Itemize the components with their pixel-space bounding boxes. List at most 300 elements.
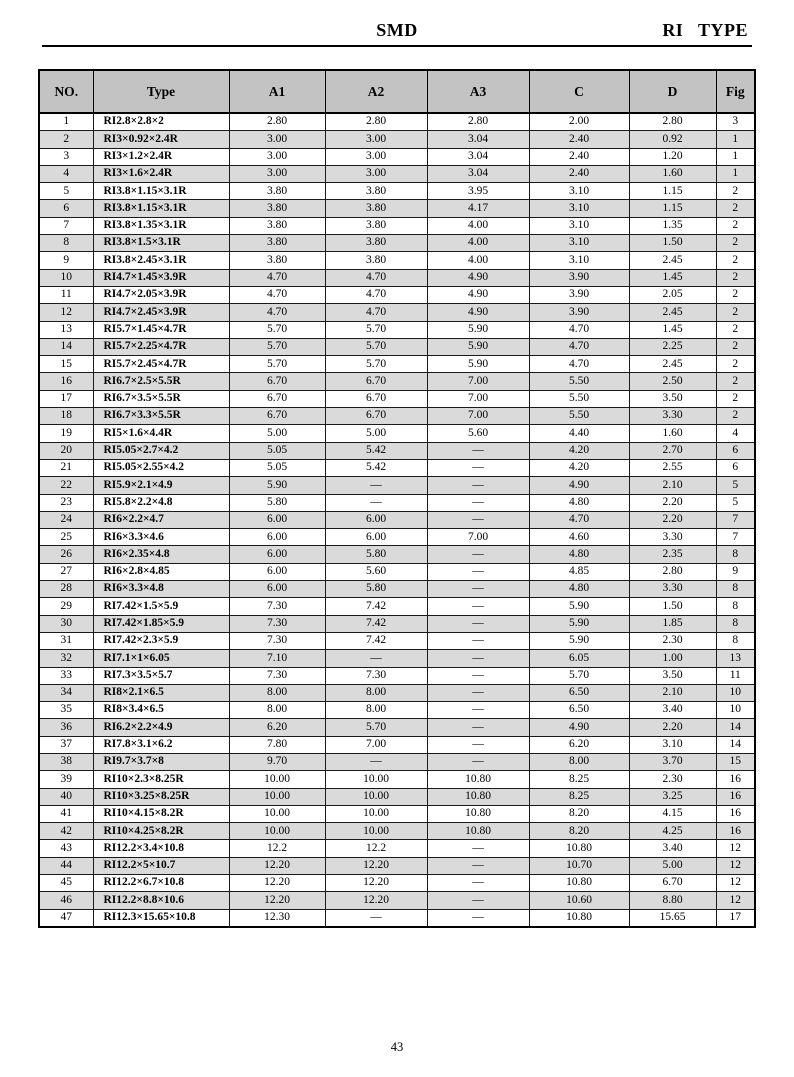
cell-a2: 3.00 (325, 131, 427, 148)
table-row (39, 235, 755, 252)
cell-no: 36 (39, 719, 93, 736)
table-row (39, 113, 755, 131)
cell-type: RI3.8×2.45×3.1R (93, 252, 229, 269)
cell-a3: 5.90 (427, 356, 529, 373)
cell-a3: 7.00 (427, 529, 529, 546)
cell-a2: 6.70 (325, 390, 427, 407)
cell-type: RI4.7×1.45×3.9R (93, 269, 229, 286)
cell-d: 2.30 (629, 632, 716, 649)
table-row (39, 477, 755, 494)
table-row (39, 840, 755, 857)
cell-type: RI3×1.6×2.4R (93, 165, 229, 182)
cell-no: 45 (39, 875, 93, 892)
cell-a3: 3.04 (427, 131, 529, 148)
cell-type: RI10×4.15×8.2R (93, 805, 229, 822)
cell-a1: 12.20 (229, 875, 325, 892)
cell-a2: 5.80 (325, 581, 427, 598)
cell-c: 10.80 (529, 909, 629, 927)
cell-no: 30 (39, 615, 93, 632)
cell-a1: 3.00 (229, 165, 325, 182)
cell-d: 1.45 (629, 269, 716, 286)
cell-type: RI3×0.92×2.4R (93, 131, 229, 148)
cell-a2: 5.00 (325, 425, 427, 442)
cell-type: RI3.8×1.15×3.1R (93, 200, 229, 217)
cell-fig: 5 (716, 494, 755, 511)
cell-a1: 10.00 (229, 805, 325, 822)
cell-c: 2.40 (529, 165, 629, 182)
cell-a1: 6.70 (229, 390, 325, 407)
cell-a2: 7.00 (325, 736, 427, 753)
cell-a2: 6.00 (325, 511, 427, 528)
cell-c: 3.90 (529, 286, 629, 303)
cell-a2: 7.42 (325, 615, 427, 632)
cell-a2: 4.70 (325, 304, 427, 321)
cell-a1: 9.70 (229, 753, 325, 770)
table-row (39, 252, 755, 269)
cell-fig: 16 (716, 788, 755, 805)
cell-a3: — (427, 857, 529, 874)
cell-fig: 7 (716, 529, 755, 546)
cell-type: RI5.05×2.55×4.2 (93, 459, 229, 476)
cell-a1: 4.70 (229, 286, 325, 303)
table-row (39, 425, 755, 442)
cell-no: 44 (39, 857, 93, 874)
table-row (39, 165, 755, 182)
cell-a2: 3.80 (325, 252, 427, 269)
cell-d: 3.50 (629, 390, 716, 407)
cell-a1: 3.00 (229, 131, 325, 148)
cell-no: 18 (39, 408, 93, 425)
cell-c: 3.10 (529, 235, 629, 252)
cell-fig: 8 (716, 615, 755, 632)
cell-d: 3.30 (629, 581, 716, 598)
cell-a3: 2.80 (427, 113, 529, 131)
table-row (39, 356, 755, 373)
cell-c: 4.85 (529, 563, 629, 580)
cell-c: 2.40 (529, 148, 629, 165)
cell-fig: 8 (716, 546, 755, 563)
cell-a3: — (427, 840, 529, 857)
cell-fig: 13 (716, 650, 755, 667)
cell-a2: 5.70 (325, 338, 427, 355)
cell-a1: 12.2 (229, 840, 325, 857)
cell-a3: — (427, 719, 529, 736)
cell-a2: 10.00 (325, 788, 427, 805)
cell-c: 5.50 (529, 373, 629, 390)
cell-type: RI12.2×5×10.7 (93, 857, 229, 874)
cell-a2: 12.20 (325, 892, 427, 909)
header-rule (42, 45, 752, 47)
cell-a1: 6.20 (229, 719, 325, 736)
cell-a1: 6.00 (229, 581, 325, 598)
cell-fig: 12 (716, 857, 755, 874)
cell-a2: 6.70 (325, 373, 427, 390)
table-row (39, 408, 755, 425)
cell-c: 4.90 (529, 719, 629, 736)
cell-fig: 9 (716, 563, 755, 580)
cell-c: 6.50 (529, 684, 629, 701)
cell-no: 1 (39, 113, 93, 131)
cell-no: 19 (39, 425, 93, 442)
cell-a3: — (427, 563, 529, 580)
cell-c: 10.60 (529, 892, 629, 909)
cell-no: 23 (39, 494, 93, 511)
cell-d: 4.25 (629, 823, 716, 840)
cell-no: 31 (39, 632, 93, 649)
cell-type: RI5.7×1.45×4.7R (93, 321, 229, 338)
cell-a1: 4.70 (229, 304, 325, 321)
cell-no: 20 (39, 442, 93, 459)
cell-c: 5.50 (529, 390, 629, 407)
cell-fig: 17 (716, 909, 755, 927)
cell-a3: 7.00 (427, 390, 529, 407)
cell-fig: 8 (716, 581, 755, 598)
cell-no: 27 (39, 563, 93, 580)
cell-a1: 3.80 (229, 200, 325, 217)
cell-d: 2.20 (629, 511, 716, 528)
cell-a3: 3.04 (427, 165, 529, 182)
cell-d: 6.70 (629, 875, 716, 892)
cell-fig: 6 (716, 459, 755, 476)
cell-fig: 5 (716, 477, 755, 494)
cell-a2: 12.2 (325, 840, 427, 857)
cell-a3: 4.00 (427, 217, 529, 234)
cell-a1: 5.90 (229, 477, 325, 494)
cell-d: 3.50 (629, 667, 716, 684)
cell-d: 8.80 (629, 892, 716, 909)
cell-c: 5.50 (529, 408, 629, 425)
cell-a1: 5.05 (229, 459, 325, 476)
cell-type: RI5.7×2.25×4.7R (93, 338, 229, 355)
cell-a1: 5.70 (229, 356, 325, 373)
table-row (39, 632, 755, 649)
cell-fig: 2 (716, 183, 755, 200)
dimensions-table (38, 69, 756, 928)
cell-fig: 2 (716, 373, 755, 390)
cell-fig: 16 (716, 805, 755, 822)
cell-d: 1.15 (629, 183, 716, 200)
cell-type: RI5.9×2.1×4.9 (93, 477, 229, 494)
cell-fig: 2 (716, 252, 755, 269)
cell-c: 10.70 (529, 857, 629, 874)
cell-a3: 4.90 (427, 269, 529, 286)
cell-a1: 10.00 (229, 771, 325, 788)
cell-no: 10 (39, 269, 93, 286)
cell-fig: 2 (716, 286, 755, 303)
cell-type: RI7.42×1.85×5.9 (93, 615, 229, 632)
table-row (39, 581, 755, 598)
cell-a2: 3.80 (325, 235, 427, 252)
cell-c: 5.90 (529, 632, 629, 649)
table-row (39, 667, 755, 684)
cell-type: RI6.7×3.5×5.5R (93, 390, 229, 407)
cell-d: 2.05 (629, 286, 716, 303)
col-header-a1: A1 (229, 70, 325, 113)
cell-c: 4.80 (529, 494, 629, 511)
cell-a1: 6.00 (229, 511, 325, 528)
table-row (39, 702, 755, 719)
cell-a1: 10.00 (229, 788, 325, 805)
cell-no: 24 (39, 511, 93, 528)
cell-no: 26 (39, 546, 93, 563)
cell-a2: 5.80 (325, 546, 427, 563)
cell-a2: 12.20 (325, 875, 427, 892)
cell-fig: 12 (716, 840, 755, 857)
cell-d: 2.25 (629, 338, 716, 355)
cell-no: 29 (39, 598, 93, 615)
table-header-row (39, 70, 755, 113)
cell-c: 4.60 (529, 529, 629, 546)
cell-d: 2.35 (629, 546, 716, 563)
table-row (39, 546, 755, 563)
cell-no: 14 (39, 338, 93, 355)
table-row (39, 373, 755, 390)
cell-a1: 7.10 (229, 650, 325, 667)
cell-a3: 3.04 (427, 148, 529, 165)
table-row (39, 459, 755, 476)
cell-no: 12 (39, 304, 93, 321)
cell-c: 4.40 (529, 425, 629, 442)
cell-a3: 7.00 (427, 373, 529, 390)
cell-type: RI4.7×2.45×3.9R (93, 304, 229, 321)
cell-a1: 8.00 (229, 702, 325, 719)
cell-fig: 8 (716, 632, 755, 649)
cell-a1: 5.80 (229, 494, 325, 511)
cell-fig: 10 (716, 702, 755, 719)
cell-a2: 12.20 (325, 857, 427, 874)
col-header-d: D (629, 70, 716, 113)
cell-a3: — (427, 702, 529, 719)
cell-a2: 5.70 (325, 719, 427, 736)
cell-fig: 2 (716, 338, 755, 355)
cell-a1: 8.00 (229, 684, 325, 701)
cell-type: RI6×3.3×4.6 (93, 529, 229, 546)
cell-fig: 16 (716, 823, 755, 840)
cell-d: 2.20 (629, 719, 716, 736)
cell-no: 38 (39, 753, 93, 770)
table-row (39, 753, 755, 770)
cell-a3: — (427, 511, 529, 528)
cell-type: RI7.42×1.5×5.9 (93, 598, 229, 615)
table-row (39, 131, 755, 148)
cell-no: 33 (39, 667, 93, 684)
cell-d: 1.45 (629, 321, 716, 338)
col-header-type: Type (93, 70, 229, 113)
cell-a2: 10.00 (325, 805, 427, 822)
table-row (39, 736, 755, 753)
cell-d: 2.55 (629, 459, 716, 476)
cell-a1: 6.70 (229, 373, 325, 390)
cell-type: RI7.8×3.1×6.2 (93, 736, 229, 753)
cell-type: RI12.2×3.4×10.8 (93, 840, 229, 857)
cell-d: 1.20 (629, 148, 716, 165)
cell-fig: 2 (716, 356, 755, 373)
cell-d: 2.45 (629, 304, 716, 321)
cell-d: 0.92 (629, 131, 716, 148)
cell-type: RI10×4.25×8.2R (93, 823, 229, 840)
cell-type: RI10×3.25×8.25R (93, 788, 229, 805)
cell-a3: — (427, 494, 529, 511)
cell-a2: 8.00 (325, 684, 427, 701)
cell-d: 2.10 (629, 684, 716, 701)
cell-c: 2.00 (529, 113, 629, 131)
cell-a1: 7.30 (229, 632, 325, 649)
table-row (39, 511, 755, 528)
cell-type: RI5.05×2.7×4.2 (93, 442, 229, 459)
cell-a3: — (427, 581, 529, 598)
cell-a1: 12.30 (229, 909, 325, 927)
cell-c: 3.10 (529, 252, 629, 269)
table-row (39, 529, 755, 546)
cell-d: 2.80 (629, 113, 716, 131)
table-row (39, 875, 755, 892)
cell-fig: 15 (716, 753, 755, 770)
cell-a2: 5.42 (325, 459, 427, 476)
cell-fig: 7 (716, 511, 755, 528)
cell-type: RI7.42×2.3×5.9 (93, 632, 229, 649)
dimensions-table-body (39, 113, 755, 927)
table-row (39, 805, 755, 822)
table-row (39, 684, 755, 701)
cell-c: 10.80 (529, 840, 629, 857)
cell-a3: 10.80 (427, 805, 529, 822)
cell-a1: 12.20 (229, 892, 325, 909)
cell-a2: 5.42 (325, 442, 427, 459)
cell-a1: 3.00 (229, 148, 325, 165)
cell-c: 4.70 (529, 338, 629, 355)
cell-d: 2.10 (629, 477, 716, 494)
cell-c: 8.20 (529, 823, 629, 840)
table-row (39, 321, 755, 338)
cell-d: 2.80 (629, 563, 716, 580)
cell-a3: 4.90 (427, 304, 529, 321)
cell-a3: 4.17 (427, 200, 529, 217)
cell-fig: 2 (716, 304, 755, 321)
cell-type: RI7.1×1×6.05 (93, 650, 229, 667)
cell-a2: 3.80 (325, 200, 427, 217)
cell-d: 3.30 (629, 408, 716, 425)
cell-a1: 3.80 (229, 217, 325, 234)
cell-a1: 5.70 (229, 321, 325, 338)
cell-a3: — (427, 598, 529, 615)
cell-no: 15 (39, 356, 93, 373)
cell-no: 17 (39, 390, 93, 407)
cell-a3: 4.00 (427, 252, 529, 269)
cell-type: RI9.7×3.7×8 (93, 753, 229, 770)
cell-no: 37 (39, 736, 93, 753)
cell-type: RI6.7×3.3×5.5R (93, 408, 229, 425)
table-row (39, 304, 755, 321)
cell-a3: 10.80 (427, 823, 529, 840)
cell-fig: 11 (716, 667, 755, 684)
table-row (39, 338, 755, 355)
cell-a3: 7.00 (427, 408, 529, 425)
cell-c: 3.10 (529, 183, 629, 200)
cell-fig: 2 (716, 217, 755, 234)
cell-a1: 5.05 (229, 442, 325, 459)
cell-d: 3.40 (629, 840, 716, 857)
cell-c: 3.10 (529, 200, 629, 217)
cell-a3: — (427, 667, 529, 684)
cell-no: 34 (39, 684, 93, 701)
cell-no: 40 (39, 788, 93, 805)
cell-a3: — (427, 650, 529, 667)
cell-no: 4 (39, 165, 93, 182)
cell-no: 3 (39, 148, 93, 165)
cell-a2: — (325, 477, 427, 494)
table-row (39, 909, 755, 927)
cell-a2: 10.00 (325, 823, 427, 840)
cell-fig: 8 (716, 598, 755, 615)
cell-fig: 2 (716, 269, 755, 286)
cell-a3: — (427, 615, 529, 632)
cell-a3: — (427, 632, 529, 649)
cell-a3: — (427, 477, 529, 494)
cell-d: 3.25 (629, 788, 716, 805)
cell-type: RI12.3×15.65×10.8 (93, 909, 229, 927)
cell-a3: — (427, 909, 529, 927)
cell-a1: 4.70 (229, 269, 325, 286)
cell-a1: 2.80 (229, 113, 325, 131)
col-header-no: NO. (39, 70, 93, 113)
cell-d: 15.65 (629, 909, 716, 927)
cell-type: RI3.8×1.15×3.1R (93, 183, 229, 200)
cell-type: RI6.2×2.2×4.9 (93, 719, 229, 736)
cell-fig: 2 (716, 235, 755, 252)
cell-d: 2.45 (629, 356, 716, 373)
table-row (39, 269, 755, 286)
cell-fig: 1 (716, 148, 755, 165)
table-row (39, 892, 755, 909)
cell-a3: — (427, 459, 529, 476)
cell-c: 8.20 (529, 805, 629, 822)
cell-c: 6.50 (529, 702, 629, 719)
cell-d: 3.30 (629, 529, 716, 546)
cell-fig: 1 (716, 165, 755, 182)
cell-d: 1.60 (629, 165, 716, 182)
cell-a2: — (325, 650, 427, 667)
cell-type: RI8×3.4×6.5 (93, 702, 229, 719)
cell-a1: 7.30 (229, 598, 325, 615)
cell-d: 1.35 (629, 217, 716, 234)
cell-fig: 6 (716, 442, 755, 459)
cell-fig: 1 (716, 131, 755, 148)
cell-no: 42 (39, 823, 93, 840)
table-row (39, 563, 755, 580)
cell-a2: 6.70 (325, 408, 427, 425)
cell-a2: 5.60 (325, 563, 427, 580)
cell-fig: 4 (716, 425, 755, 442)
cell-no: 47 (39, 909, 93, 927)
table-row (39, 390, 755, 407)
cell-type: RI3.8×1.5×3.1R (93, 235, 229, 252)
cell-a1: 3.80 (229, 235, 325, 252)
cell-no: 28 (39, 581, 93, 598)
cell-a1: 3.80 (229, 183, 325, 200)
cell-a3: — (427, 875, 529, 892)
cell-c: 5.90 (529, 615, 629, 632)
cell-type: RI7.3×3.5×5.7 (93, 667, 229, 684)
cell-a2: 2.80 (325, 113, 427, 131)
cell-no: 7 (39, 217, 93, 234)
cell-no: 13 (39, 321, 93, 338)
cell-type: RI2.8×2.8×2 (93, 113, 229, 131)
cell-type: RI6.7×2.5×5.5R (93, 373, 229, 390)
cell-a1: 5.70 (229, 338, 325, 355)
table-row (39, 615, 755, 632)
cell-c: 4.80 (529, 546, 629, 563)
cell-no: 25 (39, 529, 93, 546)
